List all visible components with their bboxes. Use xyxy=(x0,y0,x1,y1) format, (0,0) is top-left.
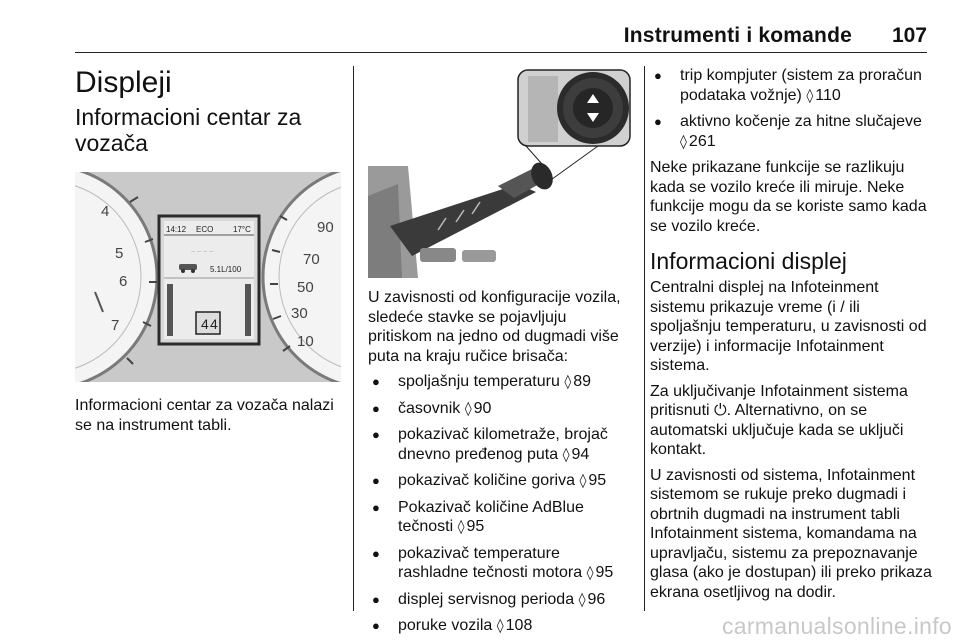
heading-informacioni-centar xyxy=(75,104,341,156)
speed-tick: 70 xyxy=(303,251,320,268)
page-header xyxy=(75,22,927,53)
speed-tick: 90 xyxy=(317,219,334,236)
gear-indicator: 4 xyxy=(210,316,218,332)
instrument-cluster-illustration xyxy=(75,172,341,382)
svg-text:~ ~ ~ ~: ~ ~ ~ ~ xyxy=(191,249,214,256)
page-number: 107 xyxy=(891,24,927,47)
cluster-time: 14:12 xyxy=(166,225,187,234)
list-item: ● spoljašnju temperaturu ◊ 89 xyxy=(368,372,634,393)
list-item: ● displej servisnog perioda ◊ 96 xyxy=(368,590,634,611)
list-item: ● Pokazivač količine AdBlue tečnosti ◊ 95 xyxy=(368,498,634,538)
list-item: ● poruke vozila ◊ 108 xyxy=(368,616,634,637)
paragraph: U zavisnosti od sistema, Infotainment sistemom se rukuje preko dugmadi i obrtnih dugmadi na instrument tabli Infotainment sistema, komandama na upravljaču, sistemu za prepoznavanje glasa (ako je dostupan) ili preko prikaza ekrana osetljivog na dodir. xyxy=(650,466,932,601)
wiper-stalk-illustration xyxy=(368,66,634,278)
heading-informacioni-displej: Informacioni displej xyxy=(650,248,847,274)
paragraph: Centralni displej na Infoteinment sistemu prikazuje vreme (i / ili spoljašnju temperaturu, u zavisnosti od verzije) i informacije Infotainment sistema. xyxy=(650,279,927,374)
column-divider xyxy=(353,66,354,611)
list-item: ● časovnik ◊ 90 xyxy=(368,399,634,420)
cluster-mode: ECO xyxy=(196,225,214,234)
list-item: ● aktivno kočenje za hitne slučajeve ◊ 261 xyxy=(650,112,932,152)
gear-indicator: 4 xyxy=(201,316,209,332)
intro-paragraph: U zavisnosti od konfiguracije vozila, sledeće stavke se pojavljuju pritiskom na jedno od dugmadi više puta na kraju ručice brisača: xyxy=(368,289,621,365)
rpm-tick: 7 xyxy=(111,317,120,334)
heading-line-1: Informacioni centar za xyxy=(75,104,302,130)
rpm-tick: 4 xyxy=(101,203,110,220)
paragraph: Za uključivanje Infotainment sistema pritisnuti ⏻. Alternativno, on se automatski uključuje kada se uključi kontakt. xyxy=(650,382,908,458)
speed-tick: 30 xyxy=(291,305,308,322)
heading-displeji: Displeji xyxy=(75,66,172,99)
list-item: ● pokazivač temperature rashladne tečnosti motora ◊ 95 xyxy=(368,544,634,584)
display-items-list-continued xyxy=(650,66,932,152)
list-item: ● pokazivač količine goriva ◊ 95 xyxy=(368,471,634,492)
rpm-tick: 6 xyxy=(119,273,128,290)
column-divider xyxy=(644,66,645,611)
cluster-caption: Informacioni centar za vozača nalazi se na instrument tabli. xyxy=(75,397,334,434)
speed-tick: 50 xyxy=(297,279,314,296)
middle-column xyxy=(368,66,634,643)
section-title: Instrumenti i komande xyxy=(623,24,852,47)
speed-tick: 10 xyxy=(297,333,314,350)
watermark: carmanualsonline.info xyxy=(721,613,952,639)
display-items-list xyxy=(368,372,634,637)
paragraph: Neke prikazane funkcije se razlikuju kada se vozilo kreće ili miruje. Neke funkcije mogu da se koriste samo kada se vozilo kreće. xyxy=(650,159,927,235)
list-item: ● pokazivač kilometraže, brojač dnevno pređenog puta ◊ 94 xyxy=(368,425,634,465)
right-column xyxy=(650,66,932,608)
cluster-temp: 17°C xyxy=(233,225,251,234)
left-column xyxy=(75,66,341,441)
heading-line-2: vozača xyxy=(75,130,148,156)
rpm-tick: 5 xyxy=(115,245,124,262)
cluster-consumption: 5.1L/100 xyxy=(210,265,242,274)
list-item: ● trip kompjuter (sistem za proračun podataka vožnje) ◊ 110 xyxy=(650,66,932,106)
